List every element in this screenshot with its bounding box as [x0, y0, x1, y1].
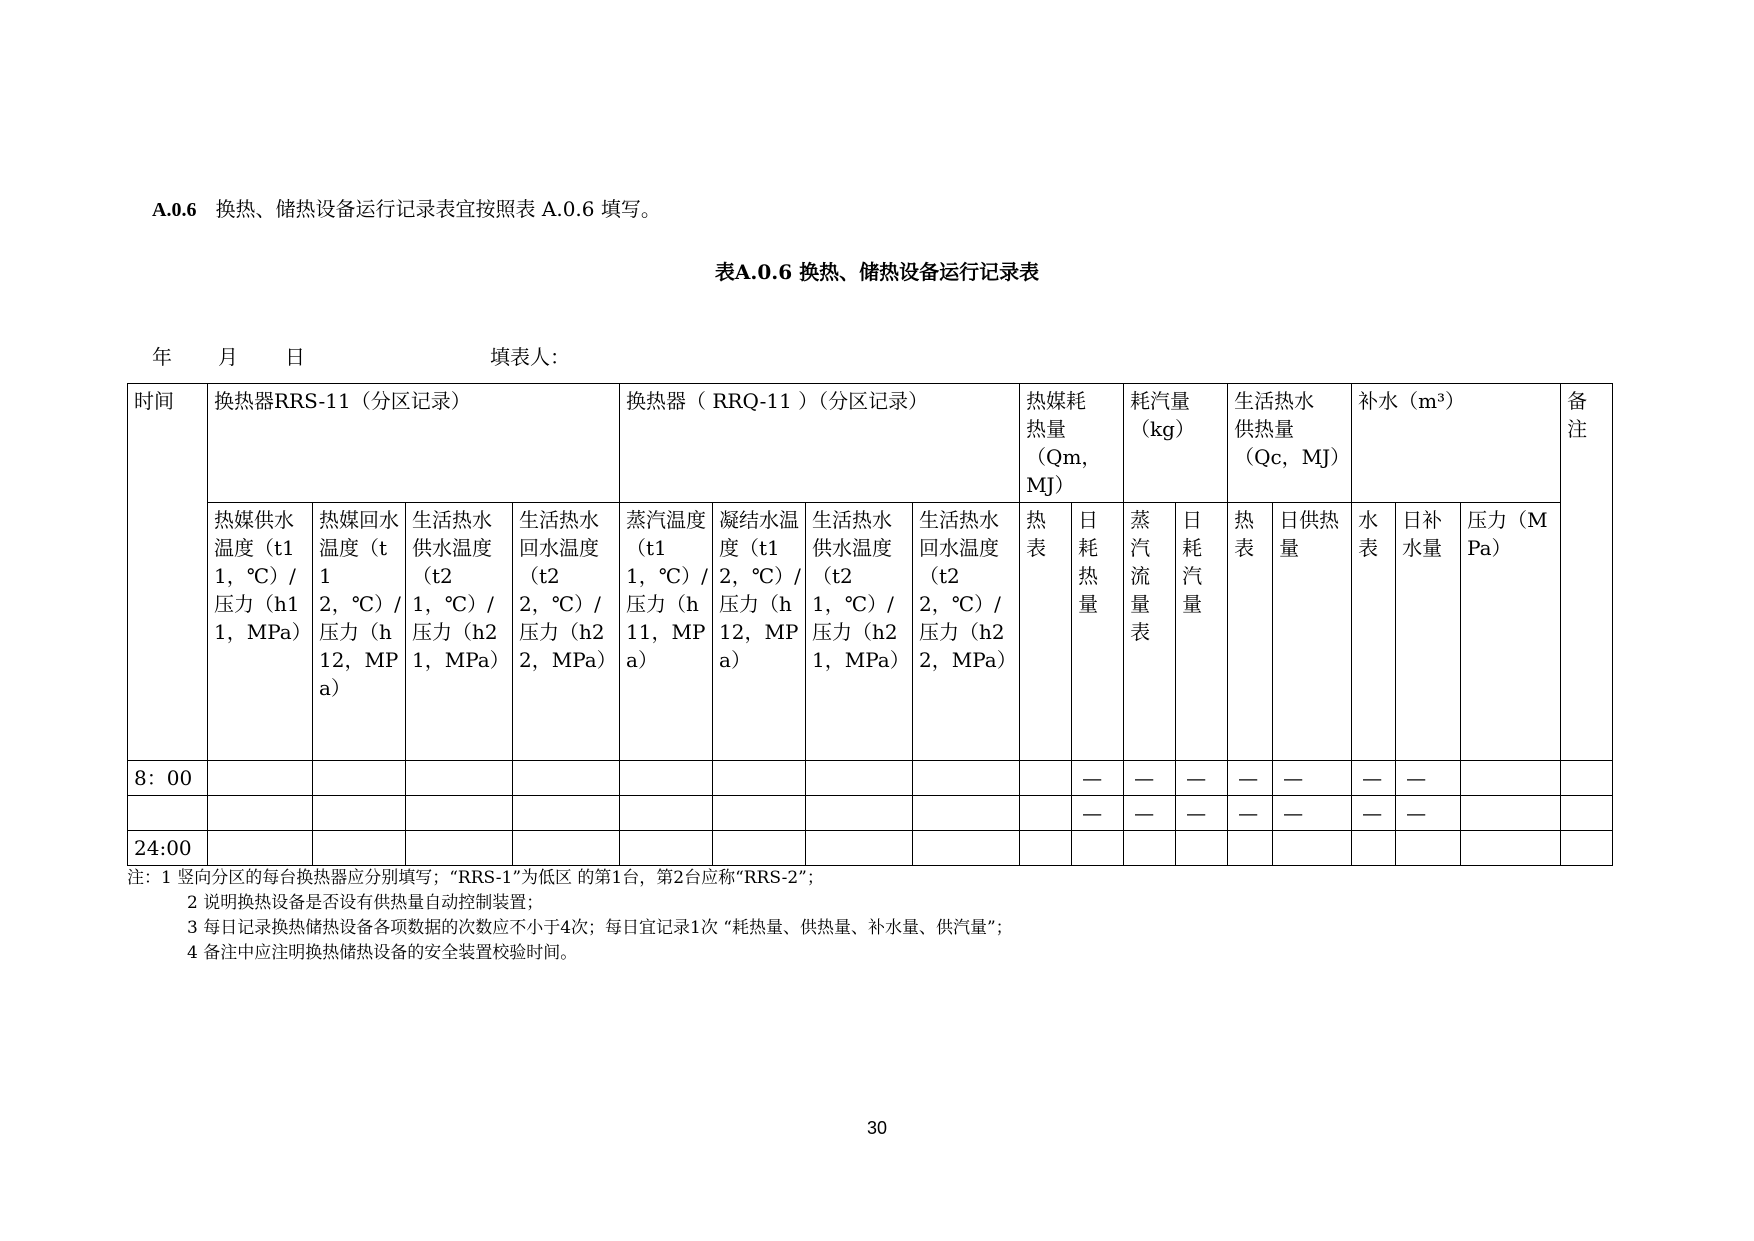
header-group-rrs: 换热器RRS-11（分区记录） — [208, 384, 620, 503]
entry-cell[interactable] — [313, 831, 406, 866]
record-table — [127, 383, 1613, 866]
entry-cell[interactable] — [1561, 831, 1613, 866]
note-line: 3 每日记录换热储热设备各项数据的次数应不小于4次；每日宜记录1次 “耗热量、供热量、补水量、供汽量”； — [187, 918, 1013, 938]
entry-cell[interactable] — [806, 831, 913, 866]
entry-cell[interactable] — [806, 761, 913, 796]
header-remark: 备 注 — [1561, 384, 1613, 761]
dash-cell: — — [1124, 761, 1176, 796]
note-line: 4 备注中应注明换热储热设备的安全装置校验时间。 — [187, 943, 578, 963]
subheader-cell: 日供热量 — [1273, 503, 1352, 761]
clause-number: A.0.6 — [152, 199, 197, 221]
entry-cell[interactable] — [513, 761, 620, 796]
subheader-cell: 生活热水回水温度（t22，℃）/压力（h22，MPa） — [513, 503, 620, 761]
entry-cell[interactable] — [406, 761, 513, 796]
entry-cell[interactable] — [913, 761, 1020, 796]
entry-cell[interactable] — [913, 796, 1020, 831]
entry-cell[interactable] — [713, 831, 806, 866]
meta-filler-label: 填表人： — [490, 345, 570, 369]
entry-cell[interactable] — [1561, 761, 1613, 796]
header-domestic-hot-water: 生活热水 供热量 （Qc，MJ） — [1228, 384, 1352, 503]
entry-cell[interactable] — [1352, 831, 1396, 866]
entry-cell[interactable] — [713, 796, 806, 831]
subheader-cell: 日补水量 — [1396, 503, 1461, 761]
entry-cell[interactable] — [208, 761, 313, 796]
entry-cell[interactable] — [1273, 831, 1352, 866]
page-number: 30 — [866, 1118, 888, 1138]
dash-cell: — — [1176, 796, 1228, 831]
entry-cell[interactable] — [1020, 831, 1072, 866]
table-row — [128, 831, 1613, 866]
dash-cell: — — [1352, 796, 1396, 831]
entry-cell[interactable] — [313, 796, 406, 831]
entry-cell[interactable] — [406, 831, 513, 866]
entry-cell[interactable] — [1124, 831, 1176, 866]
subheader-cell: 水表 — [1352, 503, 1396, 761]
entry-cell[interactable] — [1020, 761, 1072, 796]
entry-cell[interactable] — [1461, 831, 1561, 866]
entry-cell[interactable] — [1176, 831, 1228, 866]
entry-cell[interactable] — [1461, 761, 1561, 796]
table-row — [128, 796, 1613, 831]
subheader-cell: 压力（MPa） — [1461, 503, 1561, 761]
entry-cell[interactable] — [1396, 831, 1461, 866]
subheader-cell: 热媒供水温度（t11，℃）/压力（h11，MPa） — [208, 503, 313, 761]
subheader-cell: 凝结水温度（t12，℃）/压力（h12，MPa） — [713, 503, 806, 761]
dash-cell: — — [1176, 761, 1228, 796]
entry-cell[interactable] — [208, 796, 313, 831]
entry-cell[interactable] — [513, 796, 620, 831]
entry-cell[interactable] — [1072, 831, 1124, 866]
time-cell — [128, 796, 208, 831]
note-line: 注：1 竖向分区的每台换热器应分别填写；“RRS-1”为低区 的第1台，第2台应称“RRS-2”； — [127, 868, 824, 888]
meta-year: 年 — [152, 345, 172, 369]
entry-cell[interactable] — [1561, 796, 1613, 831]
entry-cell[interactable] — [1228, 831, 1273, 866]
clause-text: 换热、储热设备运行记录表宜按照表 A.0.6 填写。 — [215, 197, 661, 221]
time-cell: 8：00 — [128, 761, 208, 796]
subheader-cell: 热表 — [1228, 503, 1273, 761]
subheader-cell: 日耗热量 — [1072, 503, 1124, 761]
dash-cell: — — [1273, 796, 1352, 831]
entry-cell[interactable] — [208, 831, 313, 866]
subheader-cell: 生活热水回水温度（t22，℃）/压力（h22，MPa） — [913, 503, 1020, 761]
dash-cell: — — [1396, 761, 1461, 796]
header-time: 时间 — [128, 384, 208, 761]
meta-day: 日 — [285, 345, 305, 369]
entry-cell[interactable] — [806, 796, 913, 831]
subheader-row — [128, 503, 1613, 761]
subheader-cell: 热媒回水温度（t12，℃）/压力（h12，MPa） — [313, 503, 406, 761]
dash-cell: — — [1072, 761, 1124, 796]
table-row — [128, 761, 1613, 796]
dash-cell: — — [1228, 761, 1273, 796]
note-line: 2 说明换热设备是否设有供热量自动控制装置； — [187, 893, 544, 913]
entry-cell[interactable] — [620, 796, 713, 831]
header-heat-media-consumption: 热媒耗 热量 （Qm， MJ） — [1020, 384, 1124, 503]
entry-cell[interactable] — [313, 761, 406, 796]
subheader-cell: 蒸汽温度（t11，℃）/压力（h11，MPa） — [620, 503, 713, 761]
entry-cell[interactable] — [513, 831, 620, 866]
entry-cell[interactable] — [1461, 796, 1561, 831]
notes — [127, 866, 1013, 966]
dash-cell: — — [1273, 761, 1352, 796]
dash-cell: — — [1228, 796, 1273, 831]
subheader-cell: 热表 — [1020, 503, 1072, 761]
entry-cell[interactable] — [620, 831, 713, 866]
table-title: 表A.0.6 换热、储热设备运行记录表 — [714, 260, 1040, 284]
subheader-cell: 生活热水供水温度（t21，℃）/压力（h21，MPa） — [406, 503, 513, 761]
dash-cell: — — [1396, 796, 1461, 831]
dash-cell: — — [1072, 796, 1124, 831]
time-cell: 24:00 — [128, 831, 208, 866]
dash-cell: — — [1124, 796, 1176, 831]
subheader-cell: 蒸汽流量表 — [1124, 503, 1176, 761]
entry-cell[interactable] — [1020, 796, 1072, 831]
subheader-cell: 日耗汽量 — [1176, 503, 1228, 761]
entry-cell[interactable] — [620, 761, 713, 796]
entry-cell[interactable] — [713, 761, 806, 796]
subheader-cell: 生活热水供水温度（t21，℃）/压力（h21，MPa） — [806, 503, 913, 761]
header-row — [128, 384, 1613, 503]
clause-line — [152, 193, 661, 222]
header-group-rrq: 换热器（ RRQ-11 ）（分区记录） — [620, 384, 1020, 503]
dash-cell: — — [1352, 761, 1396, 796]
header-makeup-water: 补水（m³） — [1352, 384, 1561, 503]
entry-cell[interactable] — [913, 831, 1020, 866]
entry-cell[interactable] — [406, 796, 513, 831]
meta-month: 月 — [218, 345, 238, 369]
header-steam-consumption: 耗汽量 （kg） — [1124, 384, 1228, 503]
